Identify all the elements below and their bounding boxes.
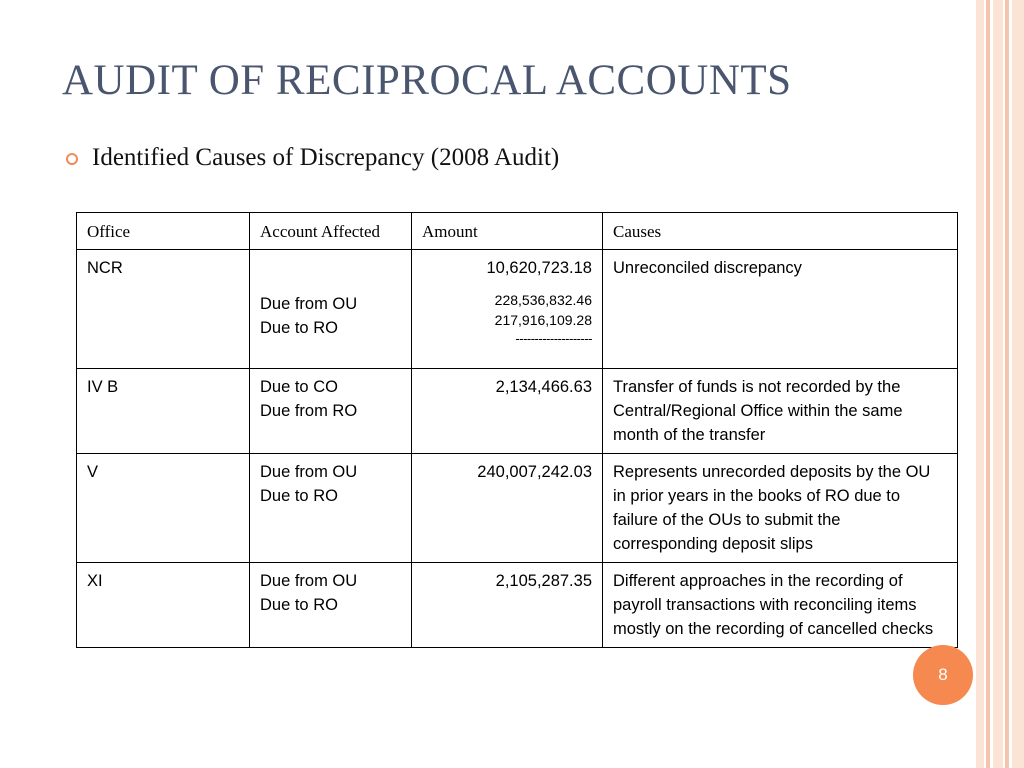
header-account-affected: Account Affected xyxy=(250,213,412,250)
decor-stripe-4 xyxy=(1005,0,1009,768)
cause-cell: Unreconciled discrepancy xyxy=(603,250,958,369)
account-line: Due to RO xyxy=(260,596,338,614)
slide-title: AUDIT OF RECIPROCAL ACCOUNTS xyxy=(62,57,792,104)
decor-stripe-5 xyxy=(1012,0,1024,768)
office-cell: IV B xyxy=(77,369,250,454)
amount-cell: 240,007,242.03 xyxy=(412,454,603,563)
cause-cell: Transfer of funds is not recorded by the Central/Regional Office within the same month of the transfer xyxy=(603,369,958,454)
table-row xyxy=(77,454,958,563)
account-line: Due to RO xyxy=(260,319,338,337)
amount-detail: 217,916,109.28 xyxy=(494,312,592,328)
table-header-row xyxy=(77,213,958,250)
discrepancy-table xyxy=(76,212,958,648)
decor-stripe-3 xyxy=(993,0,1003,768)
account-line: Due from RO xyxy=(260,402,358,420)
header-causes: Causes xyxy=(603,213,958,250)
decor-stripe-1 xyxy=(976,0,984,768)
office-cell: XI xyxy=(77,563,250,648)
account-cell xyxy=(250,454,412,563)
decor-stripe-2 xyxy=(986,0,990,768)
account-line: Due from OU xyxy=(260,463,358,481)
amount-rule: -------------------- xyxy=(515,331,592,346)
account-cell xyxy=(250,563,412,648)
amount-detail: 228,536,832.46 xyxy=(494,292,592,308)
page-number-badge: 8 xyxy=(913,645,973,705)
bullet-text: Identified Causes of Discrepancy (2008 Audit) xyxy=(92,144,560,171)
account-cell xyxy=(250,369,412,454)
bullet-item xyxy=(66,144,559,172)
office-cell: V xyxy=(77,454,250,563)
table-row xyxy=(77,250,958,369)
amount-cell: 2,105,287.35 xyxy=(412,563,603,648)
table-row xyxy=(77,563,958,648)
account-cell xyxy=(250,250,412,369)
account-line: Due to RO xyxy=(260,487,338,505)
account-line: Due to CO xyxy=(260,378,338,396)
cause-cell: Different approaches in the recording of payroll transactions with reconciling items mostly on the recording of cancelled checks xyxy=(603,563,958,648)
account-line: Due from OU xyxy=(260,295,358,313)
amount-cell xyxy=(412,250,603,369)
header-amount: Amount xyxy=(412,213,603,250)
amount-value: 10,620,723.18 xyxy=(486,259,592,277)
circle-bullet-icon xyxy=(66,153,78,165)
office-cell: NCR xyxy=(77,250,250,369)
header-office: Office xyxy=(77,213,250,250)
account-line: Due from OU xyxy=(260,572,358,590)
cause-cell: Represents unrecorded deposits by the OU in prior years in the books of RO due to failure of the OUs to submit the corresponding deposit slips xyxy=(603,454,958,563)
table-row xyxy=(77,369,958,454)
amount-cell: 2,134,466.63 xyxy=(412,369,603,454)
